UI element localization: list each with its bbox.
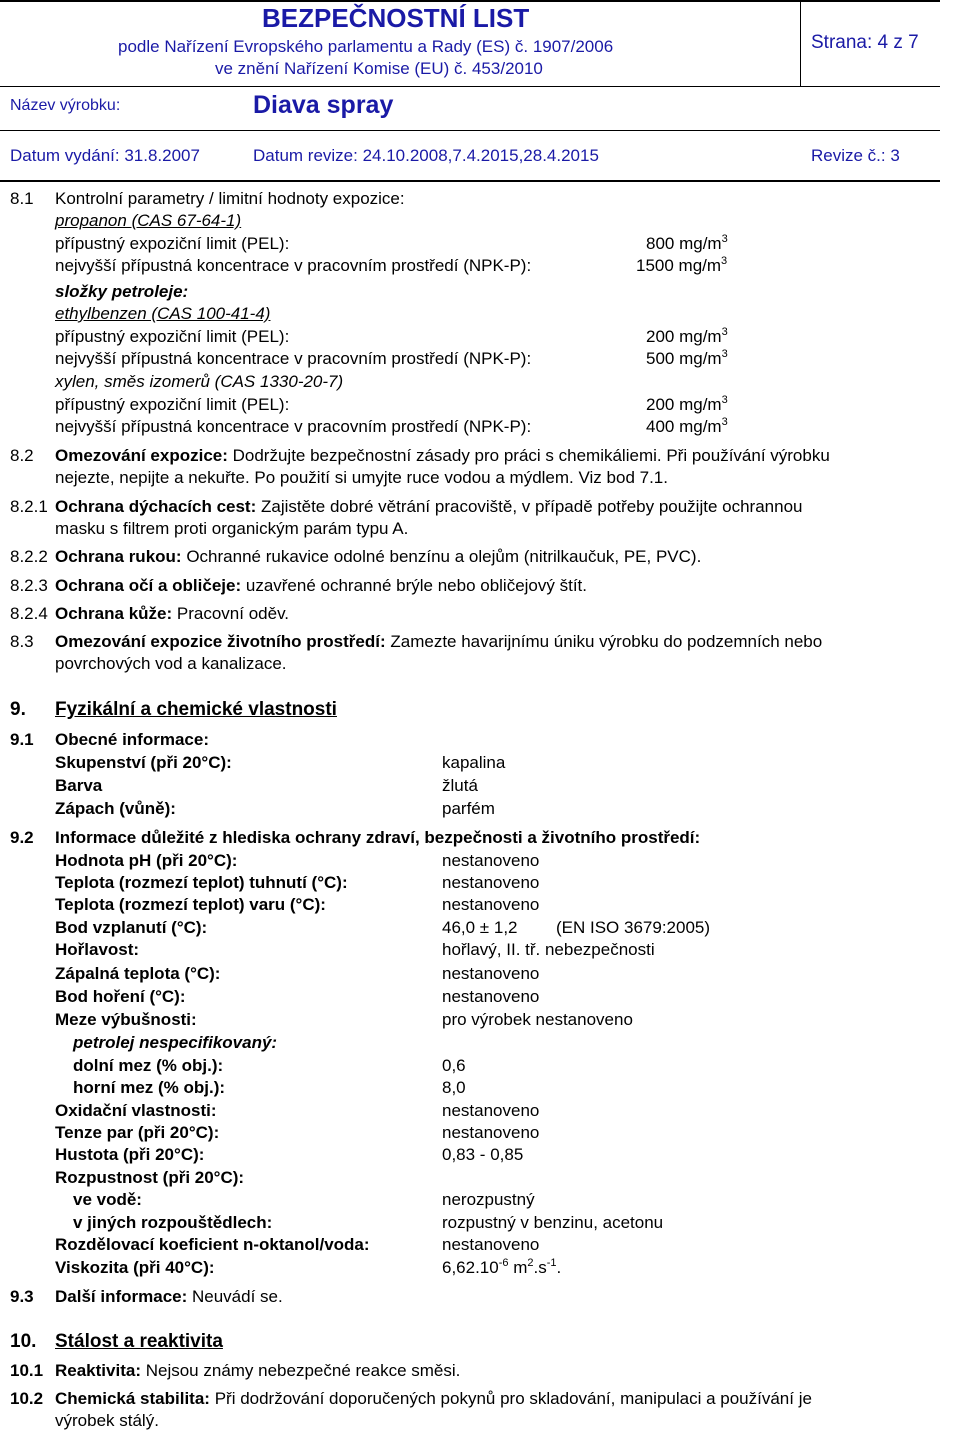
property-label: Bod vzplanutí (°C): bbox=[55, 918, 208, 937]
limit-label: nejvyšší přípustná koncentrace v pracovním prostředí (NPK-P): bbox=[55, 349, 532, 368]
property-value: 0,83 - 0,85 bbox=[442, 1145, 524, 1164]
property-value: žlutá bbox=[442, 776, 478, 795]
property-note: (EN ISO 3679:2005) bbox=[556, 918, 711, 937]
page-number: Strana: 4 z 7 bbox=[811, 32, 919, 53]
issue-date: Datum vydání: 31.8.2007 bbox=[10, 146, 200, 165]
property-label: Teplota (rozmezí teplot) varu (°C): bbox=[55, 895, 326, 914]
section-text-line: výrobek stálý. bbox=[55, 1411, 159, 1430]
property-value: kapalina bbox=[442, 753, 506, 772]
limit-label: nejvyšší přípustná koncentrace v pracovním prostředí (NPK-P): bbox=[55, 417, 532, 436]
section-title: Kontrolní parametry / limitní hodnoty expozice: bbox=[55, 189, 405, 208]
substance-name: propanon (CAS 67-64-1) bbox=[55, 211, 242, 230]
section-text-line: nejezte, nepijte a nekuřte. Po použití si umyjte ruce vodou a mýdlem. Viz bod 7.1. bbox=[55, 468, 668, 487]
section-text-line: Ochrana dýchacích cest: Zajistěte dobré větrání pracoviště, v případě potřeby použijte ochrannou bbox=[55, 497, 803, 516]
section-number: 9.2 bbox=[10, 828, 34, 847]
section-text-line: Reaktivita: Nejsou známy nebezpečné reakce směsi. bbox=[55, 1361, 461, 1380]
section-text-line: Omezování expozice životního prostředí: Zamezte havarijnímu úniku výrobku do podzemních nebo bbox=[55, 632, 823, 651]
property-value: nestanoveno bbox=[442, 895, 540, 914]
property-label: Zápalná teplota (°C): bbox=[55, 964, 221, 983]
header-top-rule bbox=[0, 0, 940, 2]
property-label: Meze výbušnosti: bbox=[55, 1010, 197, 1029]
property-value: pro výrobek nestanoveno bbox=[442, 1010, 633, 1029]
section-text-line: Omezování expozice: Dodržujte bezpečnostní zásady pro práci s chemikáliemi. Při používání výrobku bbox=[55, 446, 830, 465]
product-name: Diava spray bbox=[253, 91, 394, 119]
property-label: Barva bbox=[55, 776, 103, 795]
property-label: Bod hoření (°C): bbox=[55, 987, 186, 1006]
section-text-line: Ochrana rukou: Ochranné rukavice odolné benzínu a olejům (nitrilkaučuk, PE, PVC). bbox=[55, 547, 702, 566]
substance-name: xylen, směs izomerů (CAS 1330-20-7) bbox=[55, 372, 344, 391]
property-label: dolní mez (% obj.): bbox=[73, 1056, 224, 1075]
product-label: Název výrobku: bbox=[10, 97, 121, 114]
section-number: 8.1 bbox=[10, 189, 34, 208]
section-title: Fyzikální a chemické vlastnosti bbox=[55, 699, 337, 720]
property-label: Zápach (vůně): bbox=[55, 799, 176, 818]
property-label: Rozdělovací koeficient n-oktanol/voda: bbox=[55, 1235, 370, 1254]
property-value: 46,0 ± 1,2 bbox=[442, 918, 518, 937]
regulation-line-1: podle Nařízení Evropského parlamentu a Rady (ES) č. 1907/2006 bbox=[118, 37, 614, 56]
property-value: nestanoveno bbox=[442, 987, 540, 1006]
section-text-line: povrchových vod a kanalizace. bbox=[55, 654, 287, 673]
property-value: parfém bbox=[442, 799, 495, 818]
property-value: nestanoveno bbox=[442, 1101, 540, 1120]
section-title: Stálost a reaktivita bbox=[55, 1331, 223, 1352]
section-number: 9.3 bbox=[10, 1287, 34, 1306]
property-value: rozpustný v benzinu, acetonu bbox=[442, 1213, 664, 1232]
header-rule-2 bbox=[0, 130, 940, 131]
revision-date: Datum revize: 24.10.2008,7.4.2015,28.4.2015 bbox=[253, 146, 599, 165]
property-sublabel: petrolej nespecifikovaný: bbox=[73, 1033, 278, 1052]
limit-value: 200 $mg/m^3$ bbox=[646, 326, 728, 346]
group-title: složky petroleje: bbox=[55, 282, 189, 301]
header-rule-1 bbox=[0, 86, 940, 87]
section-text-line: Ochrana kůže: Pracovní oděv. bbox=[55, 604, 290, 623]
substance-name: ethylbenzen (CAS 100-41-4) bbox=[55, 304, 271, 323]
property-label: Rozpustnost (při 20°C): bbox=[55, 1168, 245, 1187]
section-number: 8.2.4 bbox=[10, 604, 48, 623]
regulation-line-2: ve znění Nařízení Komise (EU) č. 453/2010 bbox=[215, 59, 543, 78]
section-text-line: masku s filtrem proti organickým parám typu A. bbox=[55, 519, 409, 538]
limit-value: 500 $mg/m^3$ bbox=[646, 348, 728, 368]
limit-label: nejvyšší přípustná koncentrace v pracovním prostředí (NPK-P): bbox=[55, 256, 532, 275]
section-number: 9. bbox=[10, 699, 26, 720]
revision-number: Revize č.: 3 bbox=[811, 146, 900, 165]
section-number: 10. bbox=[10, 1331, 37, 1352]
limit-label: přípustný expoziční limit (PEL): bbox=[55, 395, 290, 414]
section-number: 8.2.3 bbox=[10, 576, 48, 595]
section-text-line: Chemická stabilita: Při dodržování doporučených pokynů pro skladování, manipulaci a používání je bbox=[55, 1389, 812, 1408]
section-title: Informace důležité z hlediska ochrany zdraví, bezpečnosti a životního prostředí: bbox=[55, 828, 701, 847]
section-title: Obecné informace: bbox=[55, 730, 209, 749]
section-number: 10.1 bbox=[10, 1361, 44, 1380]
property-label: Teplota (rozmezí teplot) tuhnutí (°C): bbox=[55, 873, 348, 892]
section-text-line: Ochrana očí a obličeje: uzavřené ochranné brýle nebo obličejový štít. bbox=[55, 576, 588, 595]
section-number: 9.1 bbox=[10, 730, 34, 749]
property-value: nestanoveno bbox=[442, 1123, 540, 1142]
limit-value: 1500 $mg/m^3$ bbox=[636, 255, 728, 275]
property-label: Viskozita (při 40°C): bbox=[55, 1258, 215, 1277]
limit-value: 400 $mg/m^3$ bbox=[646, 416, 728, 436]
header-vertical-rule bbox=[800, 0, 801, 86]
property-label: Oxidační vlastnosti: bbox=[55, 1101, 217, 1120]
section-number: 10.2 bbox=[10, 1389, 44, 1408]
property-value: nestanoveno bbox=[442, 873, 540, 892]
property-label: Hodnota pH (při 20°C): bbox=[55, 851, 238, 870]
section-text-line: Další informace: Neuvádí se. bbox=[55, 1287, 283, 1306]
property-label: v jiných rozpouštědlech: bbox=[73, 1213, 273, 1232]
property-value: 0,6 bbox=[442, 1056, 466, 1075]
property-label: Skupenství (při 20°C): bbox=[55, 753, 232, 772]
limit-label: přípustný expoziční limit (PEL): bbox=[55, 327, 290, 346]
section-number: 8.2 bbox=[10, 446, 34, 465]
property-value: nestanoveno bbox=[442, 964, 540, 983]
property-value: nestanoveno bbox=[442, 851, 540, 870]
property-label: Hustota (při 20°C): bbox=[55, 1145, 205, 1164]
document-title: BEZPEČNOSTNÍ LIST bbox=[262, 3, 530, 33]
property-value: hořlavý, II. tř. nebezpečnosti bbox=[442, 940, 655, 959]
property-value: nestanoveno bbox=[442, 1235, 540, 1254]
property-value: 8,0 bbox=[442, 1078, 466, 1097]
section-number: 8.2.2 bbox=[10, 547, 48, 566]
limit-label: přípustný expoziční limit (PEL): bbox=[55, 234, 290, 253]
property-label: Tenze par (při 20°C): bbox=[55, 1123, 220, 1142]
property-label: Hořlavost: bbox=[55, 940, 140, 959]
property-value: $6,62.10^{-6}$ $m^2.s^{-1}$. bbox=[442, 1257, 562, 1277]
property-label: horní mez (% obj.): bbox=[73, 1078, 226, 1097]
limit-value: 200 $mg/m^3$ bbox=[646, 394, 728, 414]
property-label: ve vodě: bbox=[73, 1190, 142, 1209]
header-bottom-rule bbox=[0, 180, 940, 182]
property-value: nerozpustný bbox=[442, 1190, 535, 1209]
section-number: 8.3 bbox=[10, 632, 34, 651]
section-number: 8.2.1 bbox=[10, 497, 48, 516]
limit-value: 800 $mg/m^3$ bbox=[646, 233, 728, 253]
